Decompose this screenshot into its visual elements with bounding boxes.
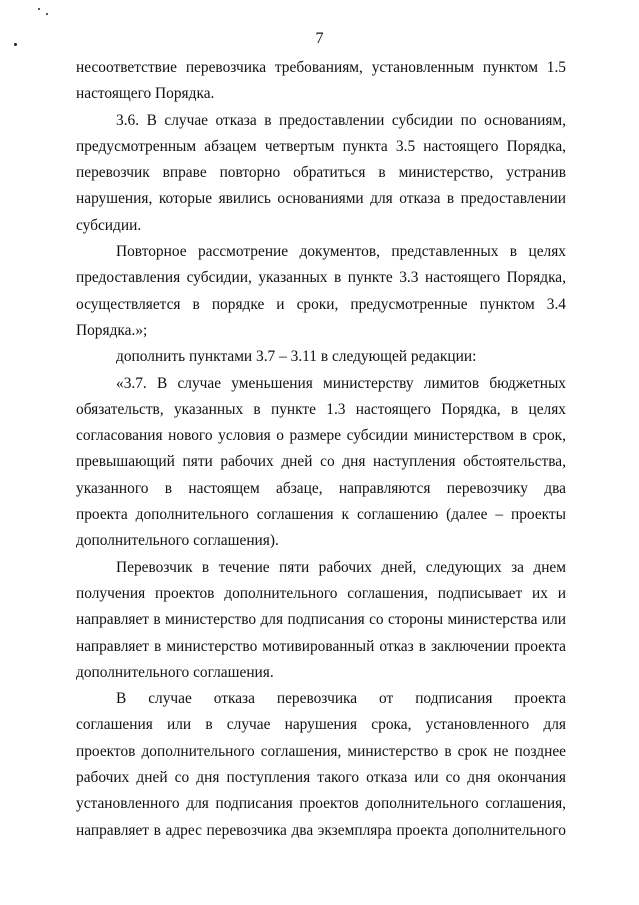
text-line: установленного для подписания проектов дополнительного соглашения, [76, 795, 566, 813]
text-line: субсидии. [76, 216, 142, 234]
document-body [76, 55, 566, 844]
page-number: 7 [315, 30, 324, 47]
text-line: получения проектов дополнительного соглашения, подписывает их и [76, 584, 566, 602]
text-line: обязательств, указанных в пункте 1.3 настоящего Порядка, в целях [76, 400, 566, 418]
text-line: предоставления субсидии, указанных в пункте 3.3 настоящего Порядка, [76, 269, 566, 287]
text-line: перевозчик вправе повторно обратиться в министерство, устранив [76, 164, 566, 182]
text-line: В случае отказа перевозчика от подписания проекта [116, 690, 566, 708]
text-line: направляет в министерство мотивированный отказ в заключении проекта [76, 637, 566, 655]
text-line: Перевозчик в течение пяти рабочих дней, следующих за днем [116, 558, 566, 576]
text-line: направляет в министерство для подписания со стороны министерства или [76, 611, 566, 629]
text-line: дополнительного соглашения). [76, 532, 279, 550]
text-line: настоящего Порядка. [76, 85, 215, 103]
text-line: предусмотренным абзацем четвертым пункта 3.5 настоящего Порядка, [76, 137, 566, 155]
text-line: рабочих дней со дня поступления такого отказа или со дня окончания [76, 769, 566, 787]
text-line: 3.6. В случае отказа в предоставлении субсидии по основаниям, [116, 111, 566, 129]
text-line: дополнительного соглашения. [76, 663, 274, 681]
scan-speck [38, 8, 40, 10]
text-line: дополнить пунктами 3.7 – 3.11 в следующей редакции: [116, 348, 477, 366]
text-line: согласования нового условия о размере субсидии министерством в срок, [76, 427, 566, 445]
text-line: проектов дополнительного соглашения, министерство в срок не позднее [76, 742, 566, 760]
text-line: осуществляется в порядке и сроки, предусмотренные пунктом 3.4 [76, 295, 566, 313]
text-line: соглашения или в случае нарушения срока, установленного для [76, 716, 566, 734]
scan-speck [46, 13, 48, 15]
text-line: «3.7. В случае уменьшения министерству лимитов бюджетных [116, 374, 566, 392]
text-line: несоответствие перевозчика требованиям, установленным пунктом 1.5 [76, 59, 566, 76]
text-line: Повторное рассмотрение документов, представленных в целях [116, 243, 566, 261]
text-line: проекта дополнительного соглашения к соглашению (далее – проекты [76, 506, 566, 524]
text-line: превышающий пяти рабочих дней со дня наступления обстоятельства, [76, 453, 566, 471]
text-line: нарушения, которые явились основаниями для отказа в предоставлении [76, 190, 566, 208]
text-line: Порядка.»; [76, 321, 148, 339]
text-line: направляет в адрес перевозчика два экземпляра проекта дополнительного [76, 821, 566, 839]
text-line: указанного в настоящем абзаце, направляются перевозчику два [76, 479, 566, 497]
